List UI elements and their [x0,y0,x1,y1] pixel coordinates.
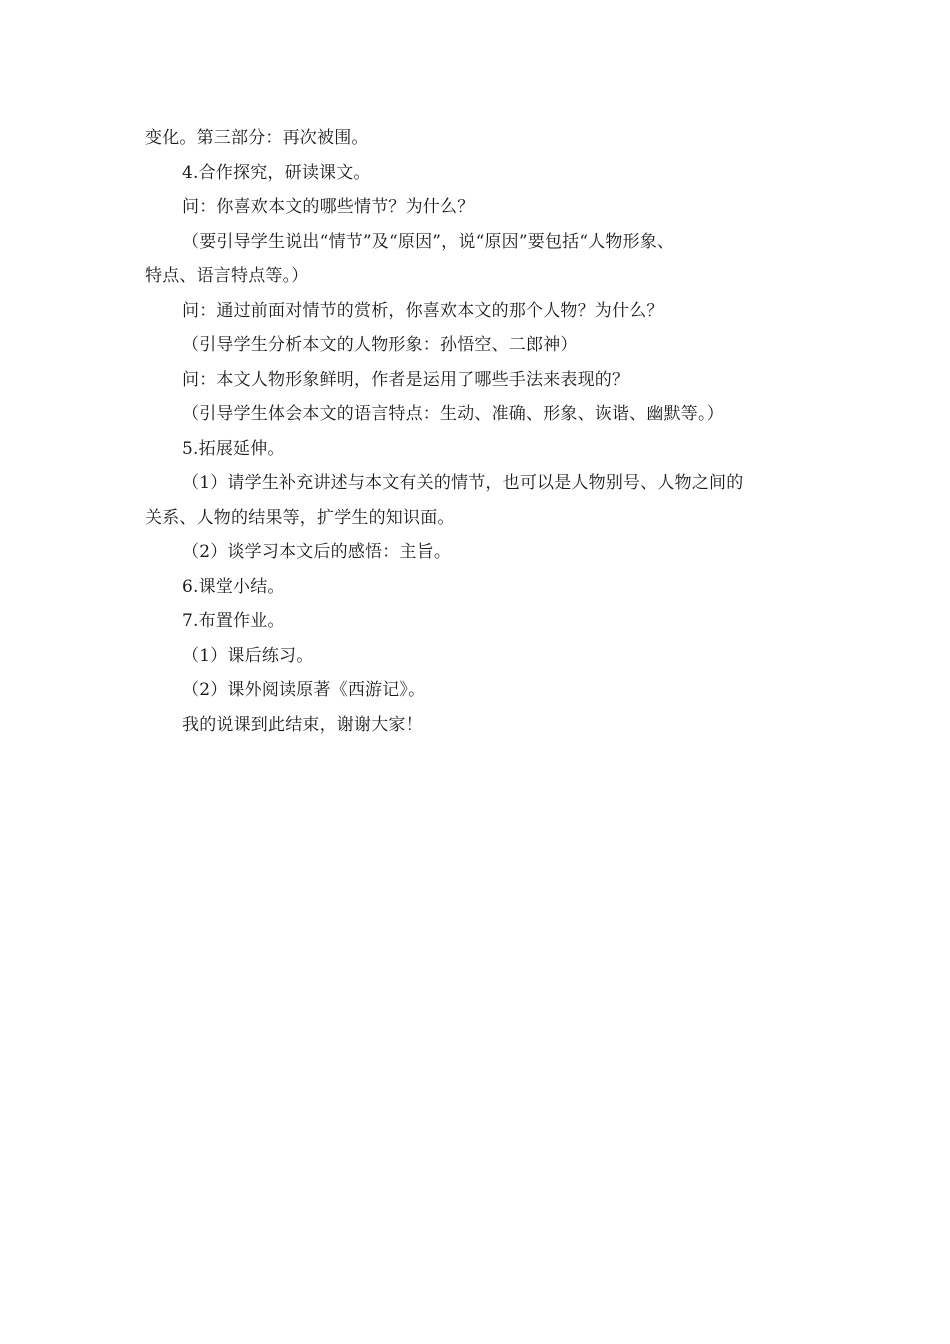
closing-line: 我的说课到此结束，谢谢大家！ [182,714,423,735]
guidance-line: （要引导学生说出“情节”及“原因”，说“原因”要包括“人物形象、 [182,231,675,252]
list-item-continued: 关系、人物的结果等，扩学生的知识面。 [145,507,455,528]
question-line: 问：通过前面对情节的赏析，你喜欢本文的那个人物？为什么？ [182,300,664,321]
guidance-line-continued: 特点、语言特点等。） [145,266,309,286]
question-line: 问：本文人物形象鲜明，作者是运用了哪些手法来表现的？ [182,369,630,390]
guidance-line: （引导学生分析本文的人物形象：孙悟空、二郎神） [182,335,578,355]
section-heading-extension: 5.拓展延伸。 [182,438,285,459]
list-item: （2）课外阅读原著《西游记》。 [182,680,426,700]
question-line: 问：你喜欢本文的哪些情节？为什么？ [182,197,475,217]
list-item: （1）请学生补充讲述与本文有关的情节，也可以是人物别号、人物之间的 [182,473,744,493]
section-heading-summary: 6.课堂小结。 [182,576,285,597]
text-line: 变化。第三部分：再次被围。 [145,128,369,148]
section-heading-cooperative-inquiry: 4.合作探究，研读课文。 [182,162,371,183]
guidance-line: （引导学生体会本文的语言特点：生动、准确、形象、诙谐、幽默等。） [182,404,724,424]
document-body [145,121,810,742]
section-heading-homework: 7.布置作业。 [182,611,285,631]
list-item: （1）课后练习。 [182,645,314,666]
list-item: （2）谈学习本文后的感悟：主旨。 [182,542,452,562]
